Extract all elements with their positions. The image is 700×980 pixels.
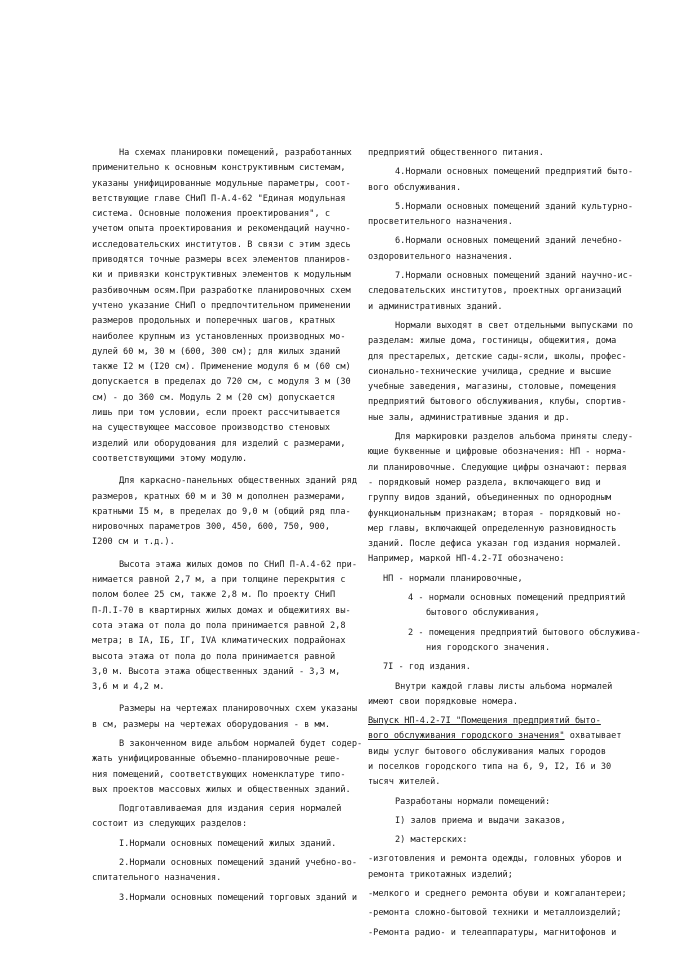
text-line: ющие буквенные и цифровые обозначения: НП - норма- bbox=[368, 447, 627, 458]
text-line: ветствующие главе СНиП П-А.4-62 "Единая модульная bbox=[92, 193, 346, 204]
text-line: наиболее крупным из установленных производных мо- bbox=[92, 331, 346, 342]
text-line: и административных зданий. bbox=[368, 301, 503, 312]
text-line: Разработаны нормали помещений: bbox=[395, 796, 551, 807]
text-line: предприятий общественного питания. bbox=[368, 148, 544, 158]
text-line: ния городского значения. bbox=[426, 642, 551, 653]
text-line: 3,0 м. Высота этажа общественных зданий - 3,3 м, bbox=[92, 666, 341, 677]
text-line: виды услуг бытового обслуживания малых городов bbox=[368, 746, 606, 757]
paragraph-series-sections bbox=[92, 802, 357, 833]
text-line: Подготавливаемая для издания серия нормалей bbox=[119, 804, 342, 815]
text-line: Для маркировки разделов альбома приняты следу- bbox=[395, 432, 633, 443]
list-item: I) залов приема и выдачи заказов, bbox=[395, 815, 566, 826]
list-item: -изготовления и ремонта одежды, головных уборов и bbox=[368, 854, 622, 865]
text-line: полом более 25 см, также 2,8 м. По проекту СНиП bbox=[92, 590, 336, 601]
designation-year: 7I - год издания. bbox=[383, 662, 471, 673]
text-line: ли планировочные. Следующие цифры означают: первая bbox=[368, 462, 627, 473]
text-line: Для каркасно-панельных общественных зданий ряд bbox=[119, 476, 357, 487]
paragraph-marking bbox=[368, 430, 633, 568]
paragraph-floor-height bbox=[92, 558, 357, 696]
text-line: просветительного назначения. bbox=[368, 217, 513, 228]
designation-np: НП - нормали планировочные, bbox=[383, 573, 523, 584]
section-item-1: I.Нормали основных помещений жилых зданий. bbox=[119, 838, 337, 849]
text-line: дулей 60 м, 30 м (600, 300 см); для жилых зданий bbox=[92, 346, 341, 357]
text-line: вых проектов массовых жилых и общественных зданий. bbox=[92, 784, 351, 795]
designation-2: 2 - помещения предприятий бытового обслужива- bbox=[408, 627, 641, 638]
text-line: см) - до 360 см. Модуль 2 м (20 см) допускается bbox=[92, 392, 336, 403]
section-item-7 bbox=[368, 269, 633, 315]
text-line: разбивочным осям.При разработке планировочных схем bbox=[92, 285, 351, 296]
text-line: тысяч жителей. bbox=[368, 777, 441, 788]
designation-4: 4 - нормали основных помещений предприятий bbox=[408, 593, 626, 604]
paragraph-dimensions bbox=[92, 702, 357, 733]
text-line: состоит из следующих разделов: bbox=[92, 819, 248, 830]
text-line: В законченном виде альбом нормалей будет содер- bbox=[119, 738, 363, 749]
text-line: имеют свои порядковые номера. bbox=[368, 696, 519, 707]
text-line: I200 см и т.д.). bbox=[92, 537, 175, 548]
text-line: лишь при том условии, если проект рассчитывается bbox=[92, 408, 341, 419]
section-item-6 bbox=[368, 234, 633, 265]
text-line: сота этажа от пола до пола принимается равной 2,8 bbox=[92, 620, 346, 631]
workshop-list bbox=[368, 852, 633, 940]
text-line: допускается в пределах до 720 см, с модуля 3 м (30 bbox=[92, 377, 351, 388]
text-line: Нормали выходят в свет отдельными выпусками по bbox=[395, 320, 633, 331]
issue-title-underlined: Выпуск НП-4.2-7I "Помещения предприятий быто- bbox=[368, 716, 601, 727]
text-line: функциональным признакам; вторая - порядковый но- bbox=[368, 508, 622, 519]
left-column bbox=[92, 146, 363, 906]
paragraph-issue bbox=[368, 714, 633, 790]
paragraph-sheet-numbers bbox=[368, 680, 633, 711]
text-line: На схемах планировки помещений, разработанных bbox=[119, 148, 352, 158]
list-item: 2) мастерских: bbox=[395, 835, 468, 846]
text-line: оздоровительного назначения. bbox=[368, 251, 513, 262]
text-line: бытового обслуживания, bbox=[426, 608, 540, 619]
section-item-5 bbox=[368, 200, 633, 231]
paragraph-album-content bbox=[92, 737, 363, 798]
text-line: высота этажа от пола до пола принимается равной bbox=[92, 651, 336, 662]
text-line: группу видов зданий, объединенных по однородным bbox=[368, 493, 612, 504]
text-line: учтено указание СНиП о предпочтительном применении bbox=[92, 300, 351, 311]
text-line: предприятий бытового обслуживания, клубы, спортив- bbox=[368, 397, 627, 408]
text-line: ные залы, административные здания и др. bbox=[368, 412, 570, 423]
text-line: сионально-технические училища, средние и высшие bbox=[368, 366, 612, 377]
text-fragment: охватывает bbox=[564, 731, 622, 742]
text-line: и поселков городского типа на 6, 9, I2, I6 и 30 bbox=[368, 761, 612, 772]
paragraph-release-sections bbox=[368, 319, 633, 426]
text-line: размеров продольных и поперечных шагов, кратных bbox=[92, 316, 336, 327]
text-line: следовательских институтов, проектных организаций bbox=[368, 286, 622, 297]
text-line: соответствующими этому модулю. bbox=[92, 453, 248, 464]
text-line: спитательного назначения. bbox=[92, 873, 222, 884]
text-line: система. Основные положения проектирования", с bbox=[92, 209, 330, 220]
text-line: Размеры на чертежах планировочных схем указаны bbox=[119, 704, 357, 715]
list-item: -мелкого и среднего ремонта обуви и кожгалантереи; bbox=[368, 889, 627, 900]
text-line: ния помещений, соответствующих номенклатуре типо- bbox=[92, 769, 346, 780]
right-column bbox=[368, 146, 641, 941]
text-line: нировочных параметров 300, 450, 600, 750, 900, bbox=[92, 522, 330, 533]
text-line: мер главы, включающей определенную разновидность bbox=[368, 523, 617, 534]
text-line: исследовательских институтов. В связи с этим здесь bbox=[92, 239, 351, 250]
text-line: Внутри каждой главы листы альбома нормалей bbox=[395, 681, 613, 692]
paragraph-frame-panel bbox=[92, 474, 357, 550]
text-line: 6.Нормали основных помещений зданий лечебно- bbox=[395, 236, 623, 247]
text-line: разделам: жилые дома, гостиницы, общежития, дома bbox=[368, 336, 617, 347]
text-line: П-Л.I-70 в квартирных жилых домах и общежитиях вы- bbox=[92, 605, 351, 616]
text-line: ки и привязки конструктивных элементов к модульным bbox=[92, 270, 351, 281]
text-line: на существующее массовое производство стеновых bbox=[92, 423, 330, 434]
text-line: 3,6 м и 4,2 м. bbox=[92, 682, 165, 693]
text-line: 4.Нормали основных помещений предприятий быто- bbox=[395, 167, 633, 178]
section-item-3: 3.Нормали основных помещений торговых зданий и bbox=[119, 892, 357, 903]
section-item-2 bbox=[92, 856, 357, 887]
list-item: -ремонта сложно-бытовой техники и металлоизделий; bbox=[368, 908, 622, 919]
text-line: для престарелых, детские сады-ясли, школы, профес- bbox=[368, 351, 627, 362]
text-line: метра; в IA, IБ, IГ, IVA климатических подрайонах bbox=[92, 636, 346, 647]
text-line: 5.Нормали основных помещений зданий культурно- bbox=[395, 201, 633, 212]
text-line: в см, размеры на чертежах оборудования - в мм. bbox=[92, 719, 330, 730]
text-line: жать унифицированные объемно-планировочные реше- bbox=[92, 754, 341, 765]
list-item: ремонта трикотажных изделий; bbox=[368, 869, 513, 880]
text-line: указаны унифицированные модульные параметры, соот- bbox=[92, 178, 351, 189]
paragraph-modular-parameters bbox=[92, 146, 357, 467]
text-line: вого обслуживания. bbox=[368, 182, 462, 193]
list-item: -Ремонта радио- и телеаппаратуры, магнитофонов и bbox=[368, 927, 617, 938]
text-line: применительно к основным конструктивным системам, bbox=[92, 163, 346, 174]
text-line: размеров, кратных 60 м и 30 м дополнен размерами, bbox=[92, 491, 346, 502]
text-line: учебные заведения, магазины, столовые, помещения bbox=[368, 382, 617, 393]
text-line: учетом опыта проектирования и рекомендаций научно- bbox=[92, 224, 351, 235]
text-line: зданий. После дефиса указан год издания нормалей. bbox=[368, 539, 622, 550]
text-line: Высота этажа жилых домов по СНиП П-А.4-62 при- bbox=[119, 559, 357, 570]
text-line: изделий или оборудования для изделий с размерами, bbox=[92, 438, 346, 449]
text-line: 7.Нормали основных помещений зданий научно-ис- bbox=[395, 271, 633, 282]
text-line: 2.Нормали основных помещений зданий учебно-во- bbox=[119, 858, 357, 869]
text-line: Например, маркой НП-4.2-7I обозначено: bbox=[368, 554, 565, 565]
designation-list bbox=[368, 572, 641, 676]
issue-title-underlined: вого обслуживания городского значения" bbox=[368, 731, 565, 742]
text-line: нимается равной 2,7 м, а при толщине перекрытия с bbox=[92, 575, 346, 586]
text-line: также I2 м (I20 см). Применение модуля 6 м (60 см) bbox=[92, 362, 351, 373]
text-line: - порядковый номер раздела, включающего вид и bbox=[368, 477, 601, 488]
section-item-4 bbox=[368, 165, 633, 196]
text-line: приводятся точные размеры всех элементов планиров- bbox=[92, 255, 351, 266]
text-line: кратными I5 м, в пределах до 9,0 м (общий ряд пла- bbox=[92, 506, 351, 517]
